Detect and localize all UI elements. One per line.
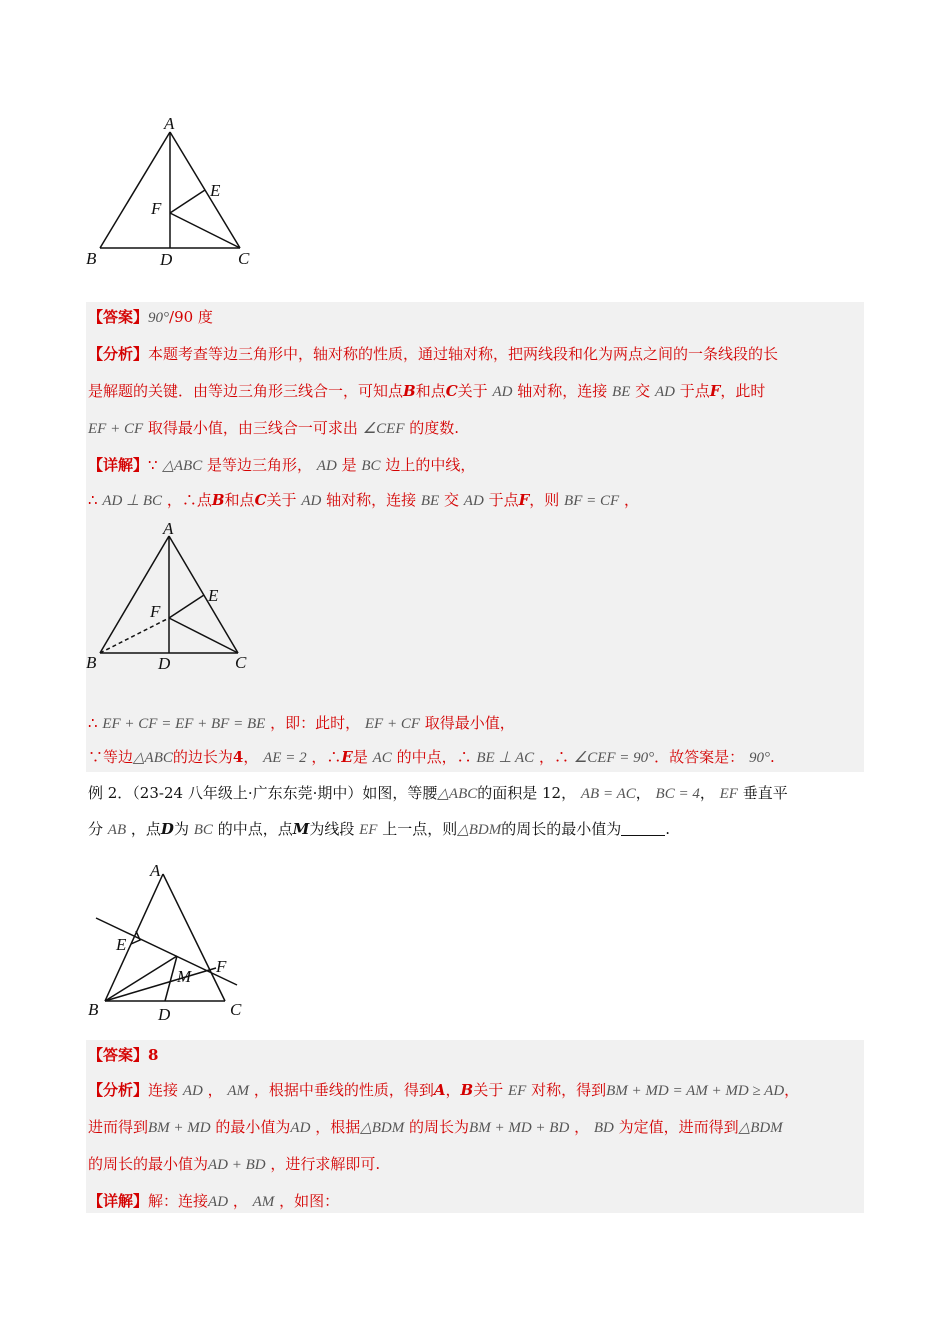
label-e: E [208,586,219,605]
label-f: F [150,602,161,621]
label-c: C [235,653,247,672]
block2-analysis-line-1: 【分析】连接 AD ， AM ，根据中垂线的性质，得到A，B关于 EF 对称，得到BM + MD = AM + MD ≥ AD， [88,1081,800,1099]
figure-2-triangle [80,518,270,678]
label-f: F [216,957,227,976]
answer-blank[interactable] [621,821,665,836]
block2-analysis-line-3: 的周长的最小值为AD + BD ，进行求解即可. [88,1155,381,1173]
label-d: D [158,654,171,673]
example2-line-2: 分 AB ，点D为 BC 的中点，点M为线段 EF 上一点，则△BDM的周长的最小值为 . [88,820,671,838]
label-b: B [86,249,97,268]
segment-fe [169,595,204,618]
analysis-tag: 【分析】 [88,1081,149,1099]
block2-analysis-line-2: 进而得到BM + MD 的最小值为AD ，根据△BDM 的周长为BM + MD + BD ， BD 为定值，进而得到△BDM [88,1118,783,1136]
label-f: F [151,199,162,218]
label-d: D [158,1005,171,1024]
side-ab [105,874,163,1001]
block2-detail-line: 【详解】解：连接AD ， AM ，如图： [88,1192,340,1210]
label-m: M [177,967,192,986]
block1-detail-line-1: 【详解】∵ △ABC 是等边三角形， AD 是 BC 边上的中线， [88,456,476,474]
label-b: B [88,1000,99,1019]
block1-detail-line-4: ∵等边△ABC的边长为4， AE = 2 ，∴E是 AC 的中点，∴ BE ⊥ AC ，∴ ∠CEF = 90°．故答案是： 90°. [88,748,775,766]
label-e: E [210,181,221,200]
detail-tag: 【详解】 [88,456,149,474]
analysis-tag: 【分析】 [88,345,149,363]
block1-analysis-line-3: EF + CF 取得最小值，由三线合一可求出 ∠CEF 的度数. [88,419,460,437]
segment-bf [105,968,216,1001]
side-ac [163,874,225,1001]
label-a: A [164,114,175,133]
block1-answer-line: 【答案】90°/90 度 [88,308,213,326]
answer-tag: 【答案】 [88,1046,149,1064]
block2-answer-line: 【答案】8 [88,1046,159,1064]
label-d: D [160,250,173,269]
answer-tag: 【答案】 [88,308,149,326]
detail-tag: 【详解】 [88,1192,149,1210]
figure-3-isosceles-triangle [80,858,270,1028]
figure-1-triangle [80,110,270,280]
label-a: A [150,861,161,880]
block1-detail-line-3: ∴ EF + CF = EF + BF = BE ，即：此时， EF + CF 取得最小值， [88,714,515,732]
segment-fe [170,190,205,213]
block1-detail-line-2: ∴ AD ⊥ BC ，∴点B和点C关于 AD 轴对称，连接 BE 交 AD 于点F，则 BF = CF ， [88,491,639,509]
label-a: A [163,519,174,538]
label-b: B [86,653,97,672]
side-ab [100,132,170,248]
label-c: C [230,1000,242,1019]
label-c: C [238,249,250,268]
block1-analysis-line-1: 【分析】本题考查等边三角形中，轴对称的性质，通过轴对称，把两线段和化为两点之间的一条线段的长 [88,345,779,363]
label-e: E [116,935,127,954]
example2-line-1: 例 2．（23-24 八年级上·广东东莞·期中）如图，等腰△ABC的面积是 12， AB = AC， BC = 4， EF 垂直平 [88,784,788,802]
block1-analysis-line-2: 是解题的关键．由等边三角形三线合一，可知点B和点C关于 AD 轴对称，连接 BE 交 AD 于点F，此时 [88,382,766,400]
